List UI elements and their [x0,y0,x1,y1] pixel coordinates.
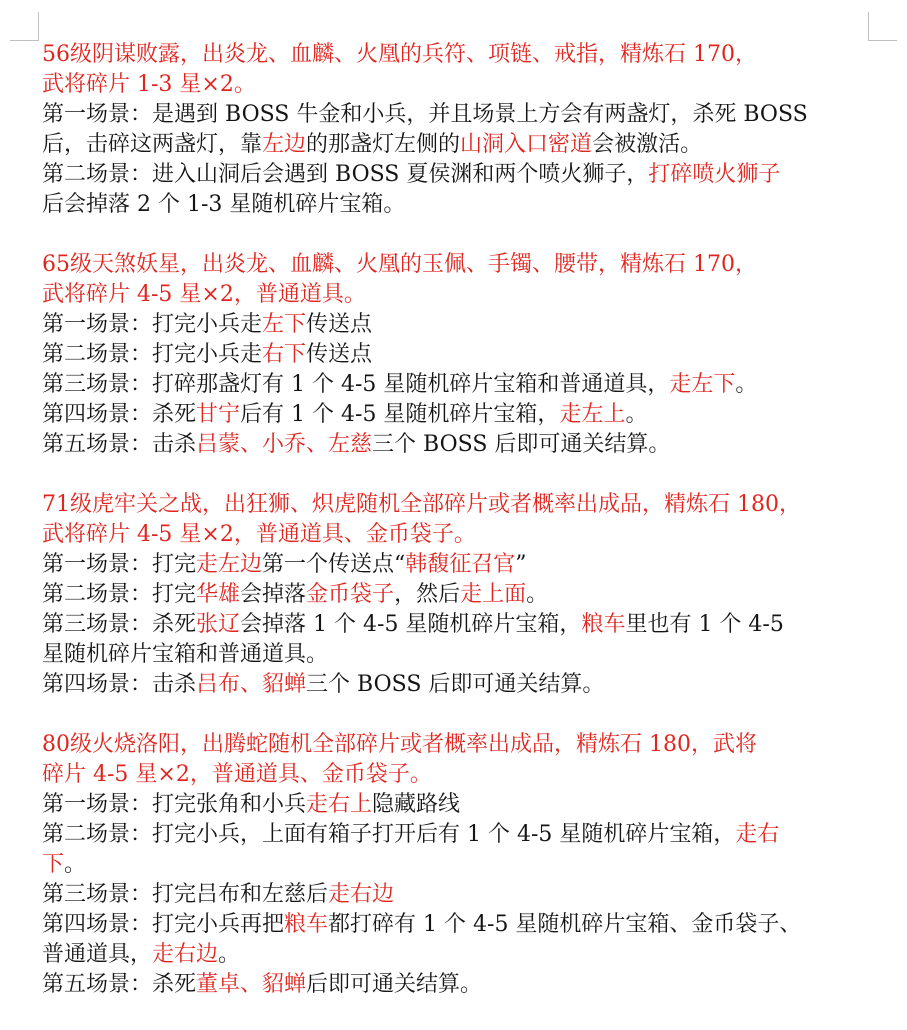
scene-line [42,850,872,880]
section-heading-line: 56级阴谋败露，出炎龙、血麟、火凰的兵符、项链、戒指，精炼石 170， [42,42,757,67]
scene-line [42,940,872,970]
page-corner-mark-left [10,12,39,41]
highlight-text: 甘宁 [196,402,241,427]
highlight-text: 左边 [262,132,307,157]
highlight-text: 走上面 [460,582,527,607]
body-text: 传送点 [306,312,373,337]
scene-line [42,610,872,640]
body-text: 普通道具， [42,942,153,967]
body-text: 都打碎有 1 个 4-5 星随机碎片宝箱、金币袋子、 [328,912,802,937]
highlight-text: 张辽 [196,612,241,637]
section-heading-line: 71级虎牢关之战，出狂狮、炽虎随机全部碎片或者概率出成品，精炼石 180， [42,492,801,517]
scene-line [42,160,872,190]
highlight-text: 打碎喷火狮子 [648,162,781,187]
page-corner-mark-right [868,12,897,41]
highlight-text: 吕布、貂蝉 [196,672,307,697]
body-text: 的那盏灯左侧的 [306,132,461,157]
scene-line [42,430,872,460]
scene-line [42,670,872,700]
highlight-text: 右下 [262,342,307,367]
body-text: 传送点 [306,342,373,367]
body-text: 。 [526,582,549,607]
body-text: 会掉落 1 个 4-5 星随机碎片宝箱， [240,612,582,637]
highlight-text: 山洞入口密道 [460,132,593,157]
body-text: 。 [218,942,241,967]
highlight-text: 走右边 [152,942,219,967]
body-text: 第三场景：杀死 [42,612,197,637]
scene-line [42,790,872,820]
body-text: 隐藏路线 [372,792,461,817]
body-text: 三个 BOSS 后即可通关结算。 [306,672,605,697]
body-text: ” [515,552,527,577]
section-heading-line: 武将碎片 1-3 星×2。 [42,72,256,97]
highlight-text: 左下 [262,312,307,337]
body-text: 第二场景：打完小兵，上面有箱子打开后有 1 个 4-5 星随机碎片宝箱， [42,822,736,847]
highlight-text: 走右边 [328,882,395,907]
section-heading-line: 武将碎片 4-5 星×2，普通道具、金币袋子。 [42,522,476,547]
highlight-text: 走左上 [559,402,626,427]
section-heading-line: 80级火烧洛阳，出腾蛇随机全部碎片或者概率出成品，精炼石 180，武将 [42,732,757,757]
guide-section [42,490,872,700]
scene-line [42,100,872,130]
body-text: 第三场景：打完吕布和左慈后 [42,882,329,907]
highlight-text: 金币袋子 [306,582,395,607]
body-text: 第二场景：打完小兵走 [42,342,263,367]
highlight-text: 韩馥征召官 [405,552,516,577]
body-text: 第三场景：打碎那盏灯有 1 个 4-5 星随机碎片宝箱和普通道具， [42,372,670,397]
scene-line [42,550,872,580]
scene-line [42,190,872,220]
body-text: 后有 1 个 4-5 星随机碎片宝箱， [240,402,560,427]
body-text: 第一场景：打完张角和小兵 [42,792,307,817]
body-text: 里也有 1 个 4-5 [625,612,784,637]
document-body [42,40,872,1030]
scene-line [42,820,872,850]
scene-line [42,400,872,430]
highlight-text: 走右 [735,822,780,847]
body-text: 后会掉落 2 个 1-3 星随机碎片宝箱。 [42,192,406,217]
highlight-text: 董卓、貂蝉 [196,972,307,997]
body-text: 第四场景：打完小兵再把 [42,912,285,937]
body-text: 三个 BOSS 后即可通关结算。 [372,432,671,457]
body-text: 第四场景：击杀 [42,672,197,697]
scene-line [42,910,872,940]
section-heading-line: 武将碎片 4-5 星×2，普通道具。 [42,282,366,307]
body-text: 。 [64,852,87,877]
body-text: 第一场景：是遇到 BOSS 牛金和小兵，并且场景上方会有两盏灯，杀死 BOSS [42,102,808,127]
body-text: 第一场景：打完 [42,552,197,577]
body-text: 。 [735,372,758,397]
scene-line [42,970,872,1000]
highlight-text: 粮车 [284,912,329,937]
section-heading-line: 碎片 4-5 星×2，普通道具、金币袋子。 [42,762,432,787]
highlight-text: 粮车 [581,612,626,637]
scene-line [42,880,872,910]
body-text: 。 [625,402,648,427]
scene-line [42,310,872,340]
body-text: 第二场景：进入山洞后会遇到 BOSS 夏侯渊和两个喷火狮子， [42,162,649,187]
scene-line [42,370,872,400]
body-text: 第五场景：杀死 [42,972,197,997]
scene-line [42,340,872,370]
body-text: 会掉落 [240,582,307,607]
section-heading-line: 65级天煞妖星，出炎龙、血麟、火凰的玉佩、手镯、腰带，精炼石 170， [42,252,757,277]
body-text: 后，击碎这两盏灯，靠 [42,132,263,157]
highlight-text: 走左边 [196,552,263,577]
scene-line [42,580,872,610]
highlight-text: 走右上 [306,792,373,817]
guide-section [42,730,872,1000]
body-text: 第一场景：打完小兵走 [42,312,263,337]
highlight-text: 下 [42,852,65,877]
highlight-text: 华雄 [196,582,241,607]
guide-section [42,40,872,220]
highlight-text: 吕蒙、小乔、左慈 [196,432,373,457]
body-text: 星随机碎片宝箱和普通道具。 [42,642,329,667]
body-text: 第一个传送点“ [262,552,406,577]
body-text: 第四场景：杀死 [42,402,197,427]
body-text: ，然后 [394,582,461,607]
guide-section [42,250,872,460]
body-text: 第二场景：打完 [42,582,197,607]
body-text: 会被激活。 [592,132,703,157]
scene-line [42,640,872,670]
body-text: 后即可通关结算。 [306,972,483,997]
scene-line [42,130,872,160]
highlight-text: 走左下 [669,372,736,397]
body-text: 第五场景：击杀 [42,432,197,457]
